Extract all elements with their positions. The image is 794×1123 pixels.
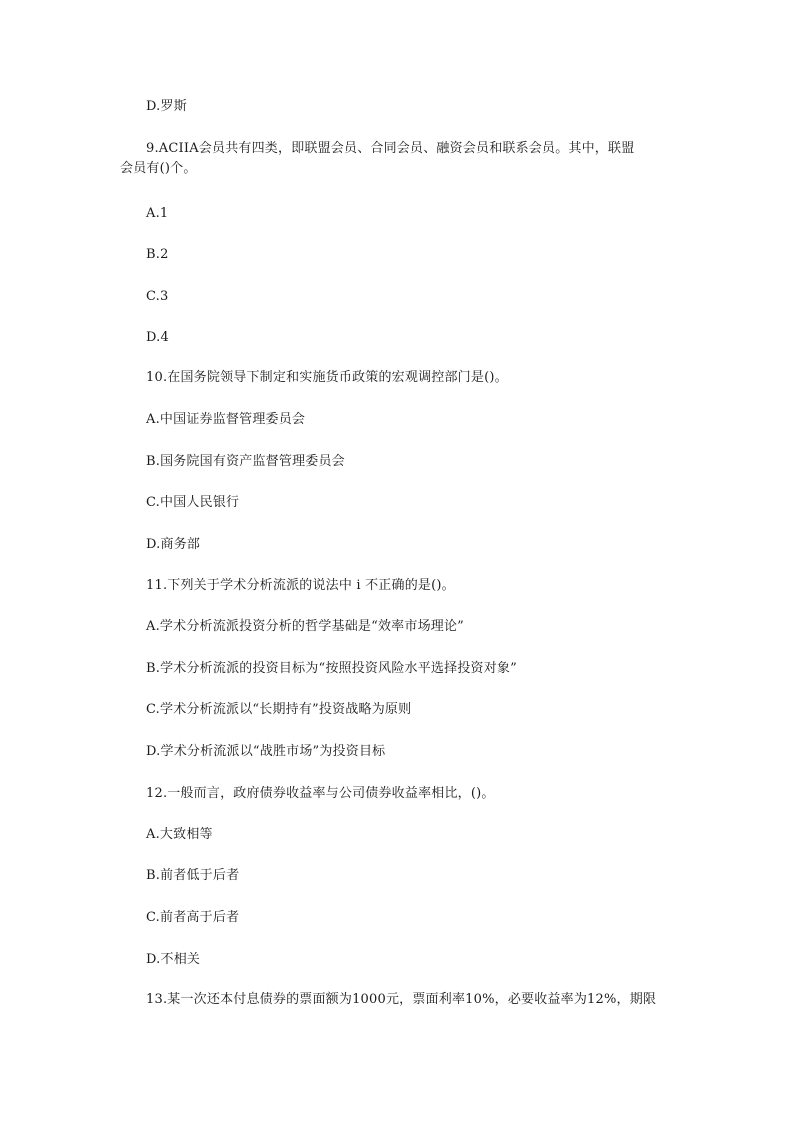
q9-option-b: B.2 xyxy=(146,247,169,262)
q11-option-c: C.学术分析流派以“长期持有”投资战略为原则 xyxy=(146,702,412,717)
question-11: 11.下列关于学术分析流派的说法中 i 不正确的是()。 xyxy=(146,578,455,593)
q10-option-c: C.中国人民银行 xyxy=(146,495,240,510)
q9-option-a: A.1 xyxy=(146,206,169,221)
question-9-cont: 会员有()个。 xyxy=(120,161,197,176)
q10-option-a: A.中国证券监督管理委员会 xyxy=(146,412,306,427)
q12-option-d: D.不相关 xyxy=(146,952,201,967)
q11-option-a: A.学术分析流派投资分析的哲学基础是“效率市场理论” xyxy=(146,619,465,634)
question-10: 10.在国务院领导下制定和实施货币政策的宏观调控部门是()。 xyxy=(146,370,508,385)
q9-option-c: C.3 xyxy=(146,289,169,304)
q11-option-d: D.学术分析流派以“战胜市场”为投资目标 xyxy=(146,744,386,759)
q11-option-b: B.学术分析流派的投资目标为“按照投资风险水平选择投资对象” xyxy=(146,661,517,676)
question-13: 13.某一次还本付息债券的票面额为1000元，票面利率10%，必要收益率为12%，期限 xyxy=(146,992,657,1007)
q10-option-d: D.商务部 xyxy=(146,537,201,552)
q9-option-d: D.4 xyxy=(146,330,169,345)
q12-option-b: B.前者低于后者 xyxy=(146,868,240,883)
q12-option-c: C.前者高于后者 xyxy=(146,910,240,925)
question-12: 12.一般而言，政府债券收益率与公司债券收益率相比，()。 xyxy=(146,786,495,801)
q8-option-d: D.罗斯 xyxy=(146,99,187,114)
q12-option-a: A.大致相等 xyxy=(146,827,213,842)
question-9: 9.ACIIA会员共有四类，即联盟会员、合同会员、融资会员和联系会员。其中，联盟 xyxy=(146,141,635,156)
q10-option-b: B.国务院国有资产监督管理委员会 xyxy=(146,454,345,469)
